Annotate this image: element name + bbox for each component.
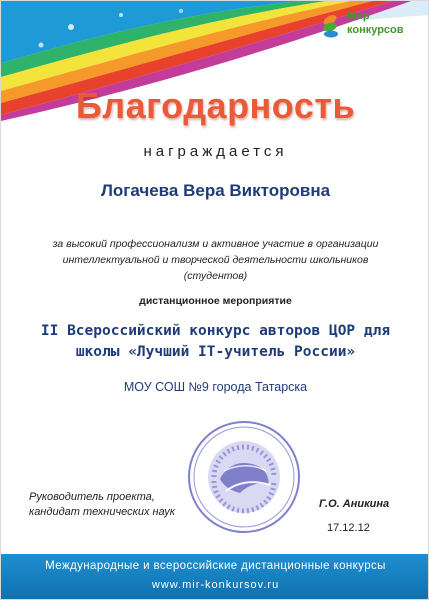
footer-website: www.mir-konkursov.ru — [151, 579, 280, 591]
leader-position-line2: кандидат технических наук — [29, 506, 176, 518]
award-reason: за высокий профессионализм и активное участие в организации интеллектуальной и творческой деятельности школьников (студентов) — [52, 238, 379, 282]
logo-text-line1: Мир — [347, 10, 370, 22]
contest-name — [15, 321, 416, 363]
contest-name-line2: школы «Лучший IT-учитель России» — [75, 344, 356, 360]
event-type: дистанционное мероприятие — [139, 295, 292, 307]
mir-konkursov-logo — [321, 7, 421, 41]
school-name: МОУ СОШ №9 города Татарска — [123, 380, 308, 394]
leader-position — [29, 490, 209, 520]
footer-slogan: Международные и всероссийские дистанционные конкурсы — [45, 560, 386, 572]
signer-name: Г.О. Аникина — [319, 498, 390, 510]
logo-text-line2: конкурсов — [347, 24, 404, 36]
certificate-title: Благодарность — [75, 85, 356, 126]
awarded-text: награждается — [143, 143, 288, 160]
contest-name-line1: II Всероссийский конкурс авторов ЦОР для — [40, 323, 391, 339]
leader-position-line1: Руководитель проекта, — [29, 491, 155, 503]
recipient-name: Логачева Вера Викторовна — [100, 181, 331, 200]
footer-banner — [1, 554, 429, 600]
issue-date: 17.12.12 — [327, 522, 370, 534]
